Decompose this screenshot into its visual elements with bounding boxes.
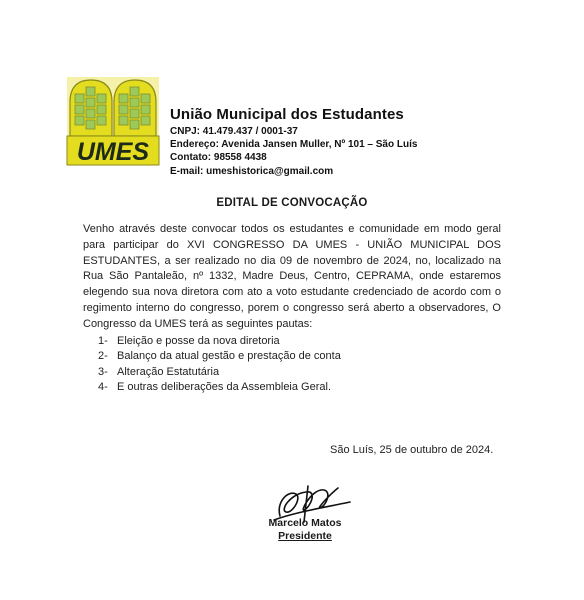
org-name: União Municipal dos Estudantes <box>170 106 404 123</box>
list-item-text: Balanço da atual gestão e prestação de conta <box>117 350 341 363</box>
signature-block <box>263 517 347 543</box>
cnpj: CNPJ: 41.479.437 / 0001-37 <box>170 126 298 137</box>
contact: Contato: 98558 4438 <box>170 152 267 164</box>
document-title: EDITAL DE CONVOCAÇÃO <box>216 197 368 209</box>
list-item <box>98 365 341 380</box>
signer-role: Presidente <box>278 530 332 542</box>
list-item-text: Alteração Estatutária <box>117 365 220 378</box>
date-place: São Luís, 25 de outubro de 2024. <box>330 444 494 456</box>
list-item-number: 4- <box>98 381 108 394</box>
body-paragraph: Venho através deste convocar todos os estudantes e comunidade em modo geral para participar do XVI CONGRESSO DA UMES - UNIÃO MUNICIPAL DOS ESTUDANTES, a ser realizado no dia 09 de novembro de 2024, no, localizado na Rua São Pantaleão, nº 1332, Madre Deus, Centro, CEPRAMA, onde estaremos elegendo sua nova diretora com ato a voto estudante credenciado de acordo com o regimento interno do congresso, porem o congresso será aberto a observadores, O Congresso da UMES terá as seguintes pautas: <box>83 223 501 330</box>
list-item-number: 2- <box>98 350 108 363</box>
list-item <box>98 380 341 395</box>
logo-text: UMES <box>76 138 150 166</box>
list-item <box>98 349 341 364</box>
list-item-number: 1- <box>98 335 108 347</box>
umes-logo <box>64 74 162 168</box>
list-item-text: E outras deliberações da Assembleia Geral. <box>117 381 332 394</box>
address: Endereço: Avenida Jansen Muller, Nº 101 – São Luís <box>170 139 418 151</box>
agenda-list <box>98 334 341 396</box>
signer-name: Marcelo Matos <box>268 517 342 529</box>
letterhead <box>170 106 417 178</box>
list-item-number: 3- <box>98 365 108 378</box>
email: E-mail: umeshistorica@gmail.com <box>170 165 334 177</box>
list-item-text: Eleição e posse da nova diretoria <box>117 335 280 347</box>
list-item <box>98 334 341 349</box>
